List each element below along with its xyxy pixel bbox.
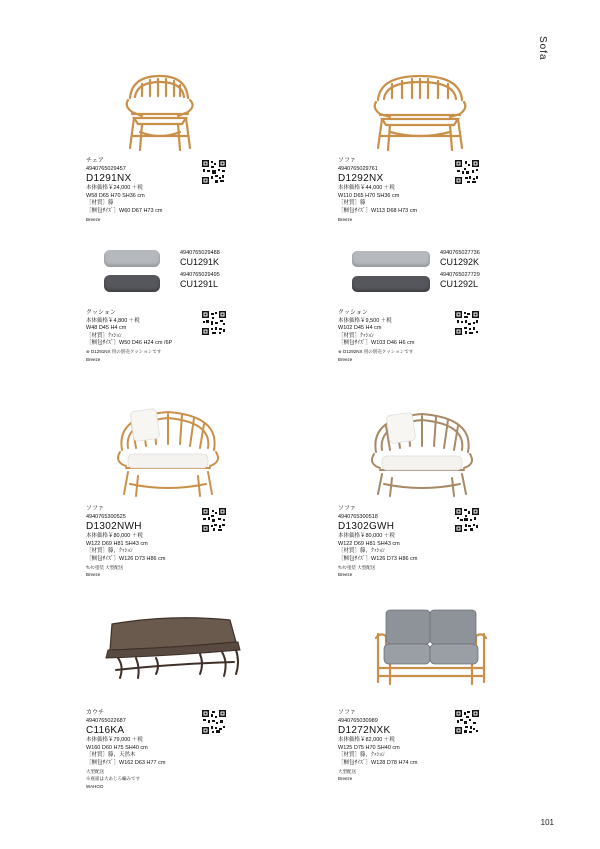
product-size: W122 D69 H81 SH43 cm bbox=[86, 540, 148, 547]
product-jan: 4940765029761 bbox=[338, 165, 378, 172]
product-spec-d1302gwh bbox=[338, 506, 417, 579]
product-note: ※座面は大あじろ編みです bbox=[86, 776, 140, 782]
product-spec-d1292nx bbox=[338, 158, 417, 223]
product-brand: Breeze bbox=[338, 216, 353, 222]
product-brand: Breeze bbox=[338, 356, 353, 362]
product-package: ［梱包ｻｲｽﾞ］W126 D73 H86 cm bbox=[338, 555, 418, 562]
qr-code-icon bbox=[455, 508, 479, 532]
sofa-d1272nxk-image bbox=[372, 604, 490, 686]
product-price: 本体価格￥24,000 ＋税 bbox=[86, 185, 143, 192]
cushion-cu1291l-image bbox=[104, 275, 160, 292]
variant-code: CU1291L bbox=[180, 279, 219, 289]
product-spec-d1291nx bbox=[86, 158, 162, 223]
variant-code: CU1292K bbox=[440, 257, 480, 267]
product-size: W102 D45 H4 cm bbox=[338, 325, 382, 332]
product-material: ［材質］籐 bbox=[86, 200, 114, 207]
product-material: ［材質］ｸｯｼｮﾝ bbox=[86, 332, 122, 339]
product-code: D1291NX bbox=[86, 173, 132, 185]
variant-code: CU1291K bbox=[180, 257, 220, 267]
product-category: ソファ bbox=[338, 506, 356, 512]
product-package: ［梱包ｻｲｽﾞ］W128 D78 H74 cm bbox=[338, 759, 418, 766]
product-note: ｳﾚﾀﾝ塗装 大型配送 bbox=[338, 564, 376, 570]
sofa-d1302nwh-image bbox=[112, 402, 224, 498]
qr-code-icon bbox=[455, 160, 479, 184]
product-material: ［材質］籐 bbox=[338, 200, 366, 207]
product-note: ※ D1291NX 用の別売クッションです bbox=[86, 348, 162, 354]
product-spec-c116ka bbox=[86, 710, 165, 790]
product-size: W122 D69 H81 SH43 cm bbox=[338, 540, 400, 547]
product-package: ［梱包ｻｲｽﾞ］W162 D63 H77 cm bbox=[86, 759, 166, 766]
section-label: Sofa bbox=[537, 36, 548, 61]
product-brand: Breeze bbox=[86, 356, 101, 362]
product-price: 本体価格￥79,000 ＋税 bbox=[86, 737, 143, 744]
product-material: ［材質］籐，天然木 bbox=[86, 752, 136, 759]
product-note: ｳﾚﾀﾝ塗装 大型配送 bbox=[86, 564, 124, 570]
product-category: クッション bbox=[86, 310, 116, 316]
product-price: 本体価格￥4,800 ＋税 bbox=[86, 317, 140, 324]
product-jan: 4940765300525 bbox=[86, 513, 126, 520]
product-jan: 4940765300518 bbox=[338, 513, 378, 520]
product-price: 本体価格￥44,000 ＋税 bbox=[338, 185, 395, 192]
product-size: W110 D65 H70 SH36 cm bbox=[338, 192, 400, 199]
product-code: D1302GWH bbox=[338, 521, 395, 533]
product-category: ソファ bbox=[338, 710, 356, 716]
product-price: 本体価格￥9,500 ＋税 bbox=[338, 317, 392, 324]
product-category: クッション bbox=[338, 310, 368, 316]
product-size: W125 D75 H70 SH40 cm bbox=[338, 744, 400, 751]
product-brand: Breeze bbox=[338, 572, 353, 578]
product-price: 本体価格￥82,000 ＋税 bbox=[338, 737, 395, 744]
product-package: ［梱包ｻｲｽﾞ］W113 D68 H73 cm bbox=[338, 207, 418, 214]
qr-code-icon bbox=[455, 710, 479, 734]
variant-jan: 4940765027729 bbox=[440, 272, 480, 278]
cushion-variants-cu1292 bbox=[440, 250, 480, 294]
product-jan: 4940765030989 bbox=[338, 717, 378, 724]
cushion-cu1292k-image bbox=[352, 251, 430, 267]
product-material: ［材質］籐，ｸｯｼｮﾝ bbox=[338, 752, 385, 759]
qr-code-icon bbox=[202, 160, 226, 184]
product-brand: WAHOO bbox=[86, 783, 104, 789]
cushion-variants-cu1291 bbox=[180, 250, 220, 294]
product-note: 大型配送 bbox=[86, 768, 104, 774]
product-package: ［梱包ｻｲｽﾞ］W60 D67 H73 cm bbox=[86, 207, 163, 214]
qr-code-icon bbox=[202, 311, 226, 335]
product-spec-cu1291 bbox=[86, 310, 172, 363]
sofa-d1292nx-image bbox=[370, 70, 470, 152]
qr-code-icon bbox=[202, 508, 226, 532]
product-spec-d1272nxk bbox=[338, 710, 417, 783]
product-material: ［材質］籐，ｸｯｼｮﾝ bbox=[338, 548, 385, 555]
cushion-cu1292l-image bbox=[352, 276, 430, 292]
product-spec-d1302nwh bbox=[86, 506, 165, 579]
product-package: ［梱包ｻｲｽﾞ］W103 D46 H6 cm bbox=[338, 340, 415, 347]
product-brand: Breeze bbox=[86, 216, 101, 222]
product-package: ［梱包ｻｲｽﾞ］W126 D73 H86 cm bbox=[86, 555, 166, 562]
product-spec-cu1292 bbox=[338, 310, 414, 363]
product-package: ［梱包ｻｲｽﾞ］W50 D46 H24 cm /6P bbox=[86, 340, 173, 347]
variant-jan: 4940765029495 bbox=[180, 272, 220, 278]
page-number: 101 bbox=[540, 818, 554, 827]
product-code: C116KA bbox=[86, 725, 125, 737]
product-price: 本体価格￥80,000 ＋税 bbox=[86, 533, 143, 540]
variant-code: CU1292L bbox=[440, 279, 479, 289]
product-price: 本体価格￥80,000 ＋税 bbox=[338, 533, 395, 540]
product-brand: Breeze bbox=[338, 776, 353, 782]
variant-jan: 4940765029488 bbox=[180, 250, 220, 256]
cushion-cu1291k-image bbox=[104, 250, 160, 267]
product-brand: Breeze bbox=[86, 572, 101, 578]
product-note: ※ D1292NX 用の別売クッションです bbox=[338, 348, 414, 354]
sofa-d1302gwh-image bbox=[366, 404, 478, 498]
product-code: D1302NWH bbox=[86, 521, 142, 533]
variant-jan: 4940765027736 bbox=[440, 250, 480, 256]
product-category: チェア bbox=[86, 158, 104, 164]
product-jan: 4940765029457 bbox=[86, 165, 126, 172]
couch-c116ka-image bbox=[96, 612, 246, 680]
product-size: W160 D60 H75 SH40 cm bbox=[86, 744, 148, 751]
product-size: W58 D65 H70 SH36 cm bbox=[86, 192, 145, 199]
product-jan: 4940765022687 bbox=[86, 717, 126, 724]
product-code: D1272NXK bbox=[338, 725, 391, 737]
product-category: ソファ bbox=[86, 506, 104, 512]
product-code: D1292NX bbox=[338, 173, 384, 185]
chair-d1291nx-image bbox=[120, 70, 200, 152]
product-category: ソファ bbox=[338, 158, 356, 164]
qr-code-icon bbox=[202, 710, 226, 734]
product-category: カウチ bbox=[86, 710, 105, 716]
product-note: 大型配送 bbox=[338, 768, 356, 774]
product-material: ［材質］籐，ｸｯｼｮﾝ bbox=[86, 548, 133, 555]
product-size: W48 D45 H4 cm bbox=[86, 325, 127, 332]
product-material: ［材質］ｸｯｼｮﾝ bbox=[338, 332, 374, 339]
qr-code-icon bbox=[455, 311, 479, 335]
